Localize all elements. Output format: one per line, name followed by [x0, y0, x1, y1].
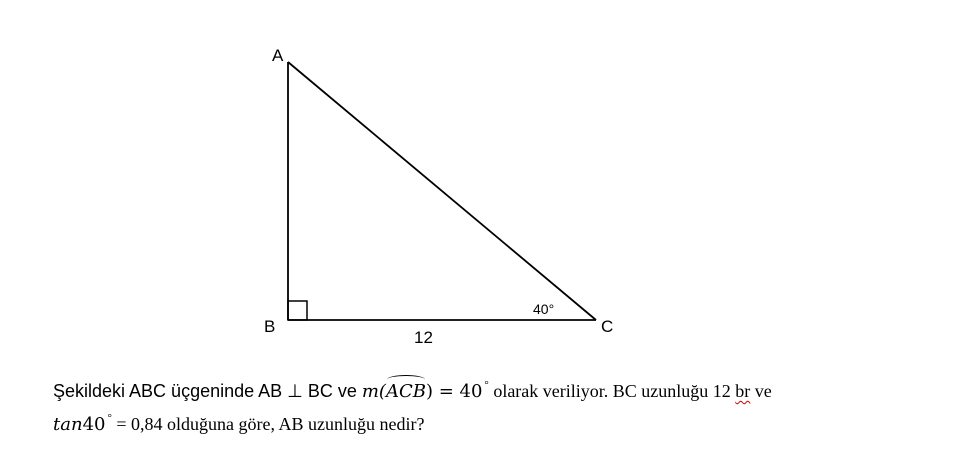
- question-text: [53, 372, 953, 438]
- math-tan-angle: 40: [82, 414, 106, 435]
- question-intro: Şekildeki ABC üçgeninde AB ⊥ BC ve: [53, 381, 362, 401]
- math-tan: tan: [53, 414, 83, 435]
- angle-c-label: 40°: [533, 301, 555, 317]
- math-arc-acb: ACB: [386, 378, 426, 405]
- right-angle-marker: [288, 301, 307, 320]
- math-equals-40: ) = 40: [425, 381, 483, 402]
- vertex-c-label: C: [601, 317, 614, 336]
- side-ac: [288, 62, 596, 320]
- math-m: m(: [361, 381, 386, 402]
- degree-sign: °: [484, 379, 489, 391]
- vertex-b-label: B: [264, 317, 276, 336]
- question-line-1: [53, 372, 953, 405]
- question-ending: = 0,84 olduğuna göre, AB uzunluğu nedir?: [111, 414, 425, 434]
- side-bc-length-label: 12: [414, 328, 433, 347]
- question-ve: ve: [750, 381, 772, 401]
- unit-br: br: [735, 381, 751, 401]
- vertex-a-label: A: [272, 46, 284, 65]
- question-middle: olarak veriliyor. BC uzunluğu 12: [488, 381, 736, 401]
- question-line-2: [53, 405, 953, 438]
- tan-degree-sign: °: [107, 412, 112, 424]
